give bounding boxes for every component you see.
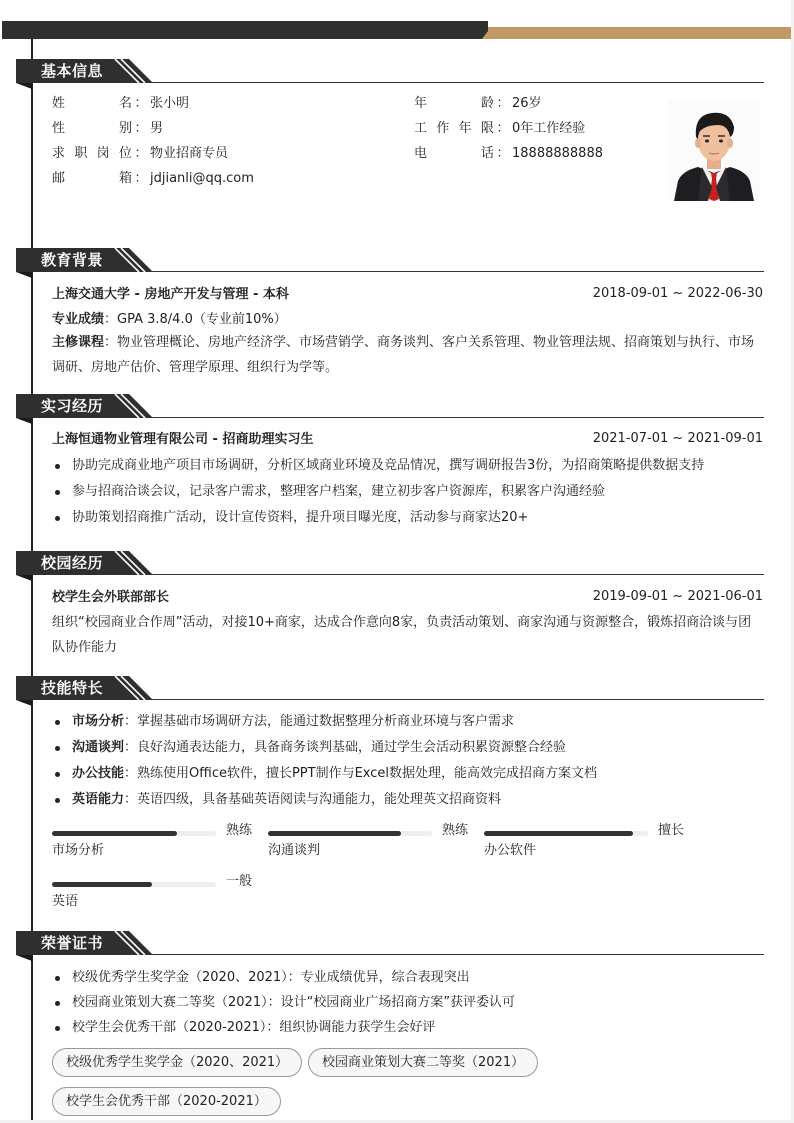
info-value: 0年工作经验: [512, 121, 586, 136]
skill-label: 沟通谈判: [72, 740, 125, 755]
info-label: 邮箱: [52, 171, 132, 186]
section-campus: [0, 551, 791, 575]
colon: ：: [134, 121, 148, 136]
list-item: [52, 735, 764, 761]
courses-label: 主修课程: [52, 335, 105, 350]
skill-name: 办公软件: [484, 843, 537, 858]
info-gender: [52, 120, 163, 138]
colon: ：: [496, 121, 510, 136]
colon: ：: [496, 146, 510, 161]
education-gpa: [52, 311, 287, 329]
skill-text: ：良好沟通表达能力，具备商务谈判基础，通过学生会活动积累资源整合经验: [124, 740, 567, 755]
section-fold: [16, 700, 32, 706]
info-experience-years: [414, 120, 585, 138]
skill-fill: [52, 882, 152, 887]
section-title: 校园经历: [41, 554, 104, 572]
skill-fill: [484, 831, 633, 836]
info-age: [414, 95, 542, 113]
skill-level: 擅长: [658, 823, 685, 838]
skill-label: 英语能力: [72, 792, 125, 807]
info-value: 26岁: [512, 96, 542, 111]
colon: ：: [134, 146, 148, 161]
section-education: [0, 248, 791, 272]
section-header: [0, 551, 791, 575]
skill-text: ：熟练使用Office软件，擅长PPT制作与Excel数据处理，能高效完成招商方案文档: [124, 766, 598, 781]
section-honors: [0, 931, 791, 955]
list-item: [52, 761, 764, 787]
list-item: 协助完成商业地产项目市场调研，分析区域商业环境及竞品情况，撰写调研报告3份，为招商策略提供数据支持: [52, 453, 764, 479]
info-label: 姓名: [52, 96, 132, 111]
skill-bar-market-analysis: [52, 822, 257, 862]
internship-date: 2021-07-01 ~ 2021-09-01: [592, 431, 763, 446]
section-rule: [150, 954, 764, 955]
skill-level: 一般: [226, 874, 253, 889]
honor-chip: 校园商业策划大赛二等奖（2021）: [308, 1048, 538, 1077]
list-item: 参与招商洽谈会议，记录客户需求，整理客户档案，建立初步客户资源库，积累客户沟通经验: [52, 479, 764, 505]
colon: ：: [134, 171, 148, 186]
section-header: [0, 59, 791, 83]
stripes-icon: [111, 931, 153, 955]
education-date: 2018-09-01 ~ 2022-06-30: [592, 286, 763, 301]
section-rule: [150, 574, 764, 575]
list-item: 协助策划招商推广活动，设计宣传资料，提升项目曝光度，活动参与商家达20+: [52, 505, 764, 531]
list-item: 校级优秀学生奖学金（2020、2021）：专业成绩优异，综合表现突出: [52, 965, 764, 990]
skill-bar-english: [52, 873, 257, 913]
info-name: [52, 95, 189, 113]
info-phone: [414, 145, 603, 163]
skills-bullets: [52, 709, 764, 813]
internship-bullets: [52, 453, 764, 531]
section-fold: [16, 575, 32, 581]
skill-level: 熟练: [442, 823, 469, 838]
campus-role: 校学生会外联部部长: [52, 590, 170, 605]
list-item: 校学生会优秀干部（2020-2021）：组织协调能力获学生会好评: [52, 1015, 764, 1040]
skill-bar-office: [484, 822, 689, 862]
education-school-line: 上海交通大学 - 房地产开发与管理 - 本科: [52, 287, 289, 302]
skill-label: 办公技能: [72, 766, 125, 781]
section-title: 教育背景: [41, 251, 104, 269]
section-title: 基本信息: [41, 62, 104, 80]
skill-level: 熟练: [226, 823, 253, 838]
list-item: [52, 709, 764, 735]
section-title: 实习经历: [41, 397, 104, 415]
info-value: jdjianli@qq.com: [150, 171, 254, 186]
info-value: 物业招商专员: [150, 146, 229, 161]
section-rule: [150, 699, 764, 700]
section-title: 荣誉证书: [41, 934, 104, 952]
section-rule: [150, 82, 764, 83]
list-item: [52, 787, 764, 813]
skill-name: 英语: [52, 894, 79, 909]
stripes-icon: [111, 248, 153, 272]
honor-chip: 校学生会优秀干部（2020-2021）: [52, 1087, 281, 1116]
skill-text: ：英语四级，具备基础英语阅读与沟通能力，能处理英文招商资料: [124, 792, 502, 807]
info-label: 工作年限: [414, 121, 494, 136]
campus-description: 组织“校园商业合作周”活动，对接10+商家，达成合作意向8家，负责活动策划、商家沟通与资源整合，锻炼招商洽谈与团队协作能力: [52, 615, 752, 655]
top-banner-dark: [2, 21, 488, 39]
section-title: 技能特长: [41, 679, 104, 697]
courses-value: ：物业管理概论、房地产经济学、市场营销学、商务谈判、客户关系管理、物业管理法规、招商策划与执行、市场调研、房地产估价、管理学原理、组织行为学等。: [52, 335, 755, 375]
section-fold: [16, 83, 32, 89]
section-header: [0, 394, 791, 418]
campus-date: 2019-09-01 ~ 2021-06-01: [592, 589, 763, 604]
section-basic-info: [0, 59, 791, 83]
honor-chip: 校级优秀学生奖学金（2020、2021）: [52, 1048, 302, 1077]
skill-name: 市场分析: [52, 843, 105, 858]
top-banner-gold: [488, 27, 791, 39]
info-value: 张小明: [150, 96, 190, 111]
education-courses: [52, 330, 764, 380]
skill-name: 沟通谈判: [268, 843, 321, 858]
skill-label: 市场分析: [72, 714, 125, 729]
colon: ：: [134, 96, 148, 111]
section-skills: [0, 676, 791, 700]
section-internship: [0, 394, 791, 418]
section-fold: [16, 955, 32, 961]
section-rule: [150, 417, 764, 418]
list-item: 校园商业策划大赛二等奖（2021）：设计“校园商业广场招商方案”获评委认可: [52, 990, 764, 1015]
section-fold: [16, 272, 32, 278]
info-value: 18888888888: [512, 146, 603, 161]
gpa-label: 专业成绩: [52, 312, 105, 327]
info-label: 年龄: [414, 96, 494, 111]
avatar-portrait-icon: [668, 101, 760, 201]
skill-text: ：掌握基础市场调研方法，能通过数据整理分析商业环境与客户需求: [124, 714, 515, 729]
skill-track: [268, 831, 432, 836]
skill-fill: [268, 831, 401, 836]
skill-track: [52, 831, 216, 836]
info-label: 性别: [52, 121, 132, 136]
section-header: [0, 248, 791, 272]
stripes-icon: [111, 551, 153, 575]
stripes-icon: [111, 394, 153, 418]
skill-bar-negotiation: [268, 822, 473, 862]
section-header: [0, 931, 791, 955]
info-email: [52, 170, 254, 188]
gpa-value: ：GPA 3.8/4.0（专业前10%）: [104, 312, 287, 327]
avatar: [668, 101, 760, 201]
honors-bullets: [52, 965, 764, 1040]
info-label: 电话: [414, 146, 494, 161]
skill-fill: [52, 831, 177, 836]
section-header: [0, 676, 791, 700]
info-value: 男: [150, 121, 164, 136]
stripes-icon: [111, 676, 153, 700]
skill-track: [484, 831, 648, 836]
info-label: 求职岗位: [52, 146, 132, 161]
internship-company-line: 上海恒通物业管理有限公司 - 招商助理实习生: [52, 432, 314, 447]
info-position: [52, 145, 228, 163]
stripes-icon: [111, 59, 153, 83]
section-fold: [16, 418, 32, 424]
skill-track: [52, 882, 216, 887]
colon: ：: [496, 96, 510, 111]
section-rule: [150, 271, 764, 272]
